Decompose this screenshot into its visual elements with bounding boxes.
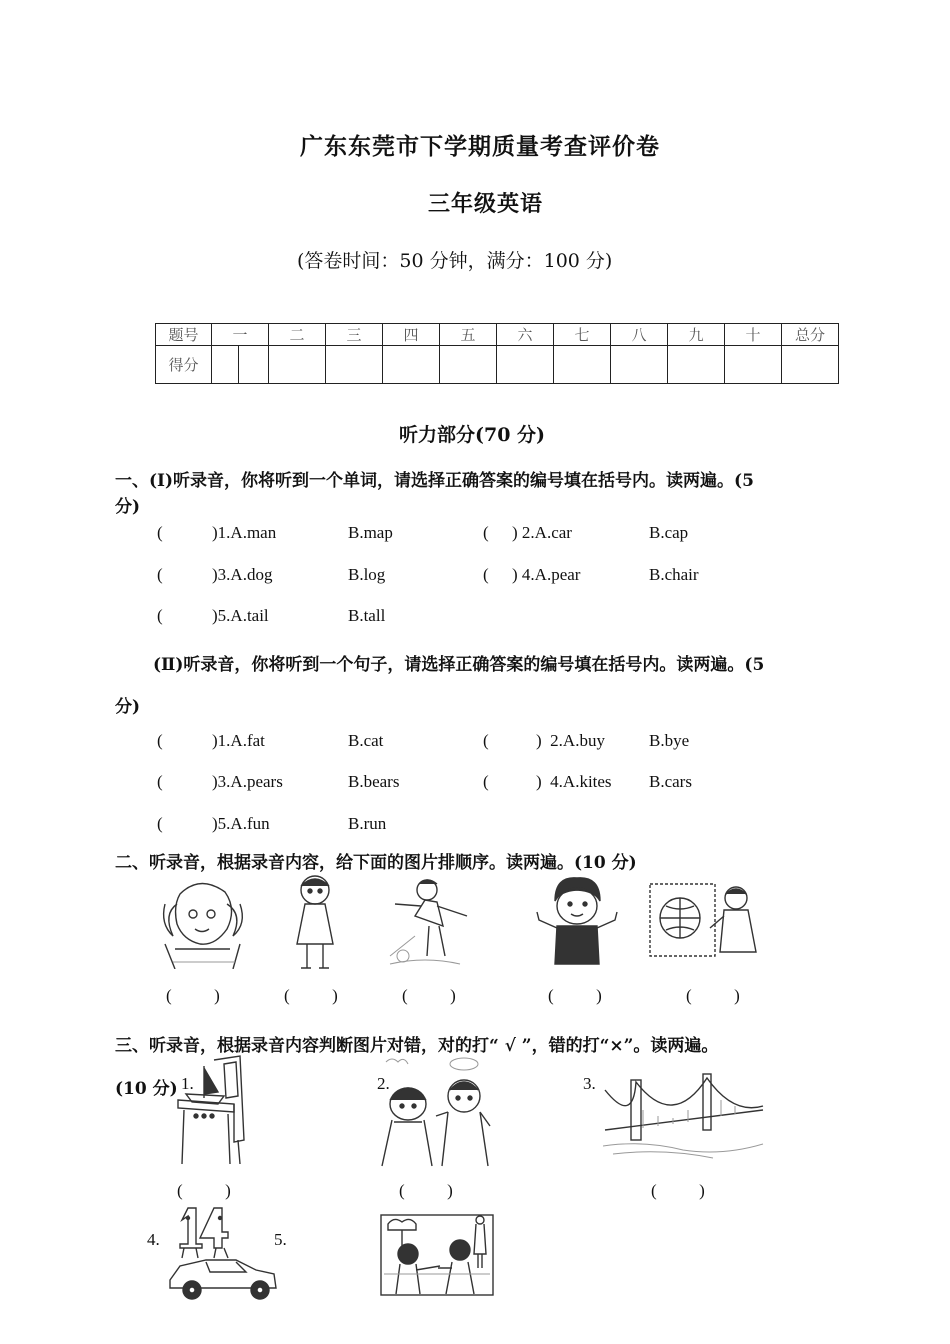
score-cell: 九 — [668, 324, 725, 346]
score-cell: 八 — [611, 324, 668, 346]
girl-hands-head-icon — [155, 874, 250, 969]
boy-globe-icon — [648, 882, 763, 962]
page-subtitle: 三年级英语 — [428, 191, 544, 217]
answer-blank[interactable]: ( — [483, 772, 489, 791]
question-option-b: B.cap — [649, 523, 689, 542]
section1-part2-instructions-cont: 分) — [115, 697, 141, 717]
answer-blank[interactable]: ( — [157, 523, 163, 542]
answer-blank[interactable]: ( — [157, 814, 163, 833]
score-input[interactable] — [212, 346, 239, 384]
question-option-b: B.map — [348, 523, 393, 542]
order-blank[interactable]: ( ) — [402, 986, 456, 1005]
question-option-b: B.cars — [649, 772, 692, 791]
item-number: 2. — [377, 1074, 390, 1093]
section3-score: (10 分) — [115, 1079, 178, 1099]
answer-blank[interactable]: ( — [157, 772, 163, 791]
item-number: 3. — [583, 1074, 596, 1093]
question-option-b: B.cat — [348, 731, 384, 750]
question-option-a: )5.A.tail — [212, 606, 269, 625]
question-option-b: B.bye — [649, 731, 690, 750]
listening-heading: 听力部分(70 分) — [399, 424, 546, 446]
question-option-a: )3.A.dog — [212, 565, 273, 584]
boat-chair-icon — [174, 1054, 249, 1166]
order-blank[interactable]: ( ) — [284, 986, 338, 1005]
section1-part1-instructions-cont: 分) — [115, 497, 141, 517]
question-option-a: ) 4.A.pear — [512, 565, 581, 584]
score-cell: 总分 — [782, 324, 839, 346]
score-cell: 题号 — [156, 324, 212, 346]
two-kids-icon — [378, 1056, 493, 1168]
score-cell: 四 — [383, 324, 440, 346]
score-cell: 三 — [326, 324, 383, 346]
score-cell: 二 — [269, 324, 326, 346]
question-option-a: )1.A.fat — [212, 731, 265, 750]
question-option-a: ) 4.A.kites — [536, 772, 612, 791]
question-option-b: B.run — [348, 814, 387, 833]
score-input[interactable] — [554, 346, 611, 384]
score-cell: 一 — [212, 324, 269, 346]
item-number: 1. — [181, 1074, 194, 1093]
score-input[interactable] — [611, 346, 668, 384]
order-blank[interactable]: ( ) — [686, 986, 740, 1005]
score-label: 得分 — [156, 346, 212, 384]
boy-shrug-icon — [535, 876, 620, 968]
answer-blank[interactable]: ( — [157, 565, 163, 584]
answer-blank[interactable]: ( — [157, 731, 163, 750]
judge-blank[interactable]: ( ) — [177, 1181, 231, 1200]
score-input[interactable] — [239, 346, 269, 384]
section1-part1-instructions: 一、(Ⅰ)听录音，你将听到一个单词，请选择正确答案的编号填在括号内。读两遍。(5 — [115, 471, 754, 491]
answer-blank[interactable]: ( — [483, 731, 489, 750]
answer-blank[interactable]: ( — [483, 523, 489, 542]
girl-standing-icon — [285, 872, 345, 972]
bridge-icon — [603, 1070, 768, 1160]
section3-instructions: 三、听录音，根据录音内容判断图片对错，对的打“ √ ”，错的打“×”。读两遍。 — [115, 1036, 719, 1056]
score-table — [155, 323, 839, 384]
score-cell: 五 — [440, 324, 497, 346]
order-blank[interactable]: ( ) — [548, 986, 602, 1005]
question-option-a: )5.A.fun — [212, 814, 270, 833]
kids-street-icon — [380, 1214, 495, 1296]
score-input[interactable] — [497, 346, 554, 384]
question-option-a: )3.A.pears — [212, 772, 283, 791]
score-cell: 六 — [497, 324, 554, 346]
page-title: 广东东莞市下学期质量考查评价卷 — [300, 133, 660, 160]
question-option-b: B.tall — [348, 606, 386, 625]
score-input[interactable] — [383, 346, 440, 384]
judge-blank[interactable]: ( ) — [399, 1181, 453, 1200]
score-cell: 十 — [725, 324, 782, 346]
answer-blank[interactable]: ( — [483, 565, 489, 584]
question-option-b: B.chair — [649, 565, 699, 584]
judge-blank[interactable]: ( ) — [651, 1181, 705, 1200]
score-input[interactable] — [782, 346, 839, 384]
number-car-icon — [166, 1204, 281, 1302]
score-input[interactable] — [269, 346, 326, 384]
answer-blank[interactable]: ( — [157, 606, 163, 625]
question-option-b: B.log — [348, 565, 386, 584]
question-option-b: B.bears — [348, 772, 400, 791]
item-number: 5. — [274, 1230, 287, 1249]
section1-part2-instructions: (Ⅱ)听录音，你将听到一个句子，请选择正确答案的编号填在括号内。读两遍。(5 — [153, 655, 765, 675]
order-blank[interactable]: ( ) — [166, 986, 220, 1005]
girl-bending-icon — [385, 876, 475, 968]
score-table-score-row — [156, 346, 839, 384]
score-input[interactable] — [326, 346, 383, 384]
question-option-a: ) 2.A.buy — [536, 731, 605, 750]
score-input[interactable] — [668, 346, 725, 384]
score-input[interactable] — [440, 346, 497, 384]
question-option-a: )1.A.man — [212, 523, 277, 542]
question-option-a: ) 2.A.car — [512, 523, 572, 542]
score-table-header-row — [156, 324, 839, 346]
score-cell: 七 — [554, 324, 611, 346]
item-number: 4. — [147, 1230, 160, 1249]
exam-info: (答卷时间：50 分钟，满分：100 分) — [297, 250, 613, 272]
section2-instructions: 二、听录音，根据录音内容，给下面的图片排顺序。读两遍。(10 分) — [115, 853, 637, 873]
score-input[interactable] — [725, 346, 782, 384]
